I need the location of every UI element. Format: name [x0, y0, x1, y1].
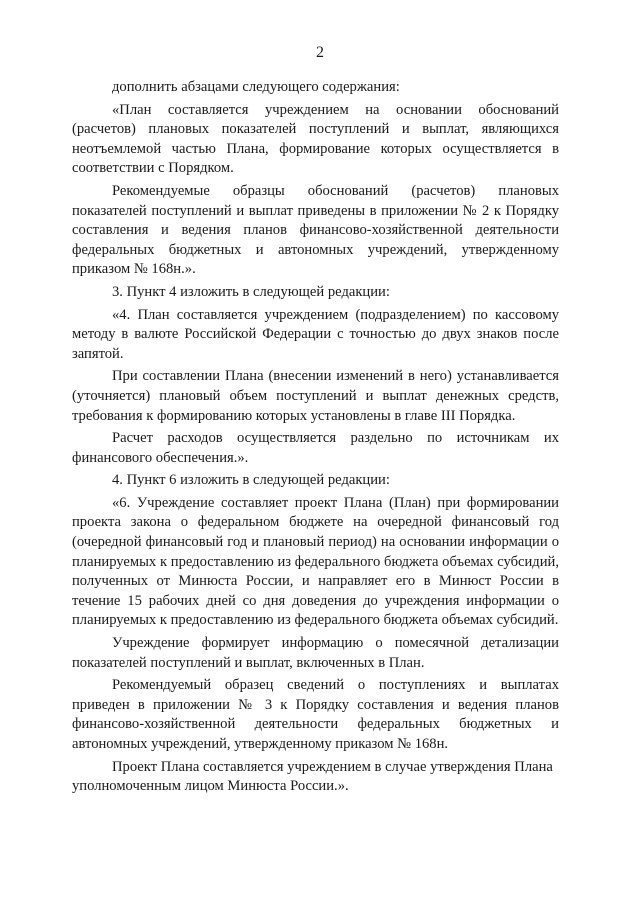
- paragraph: Расчет расходов осуществляется раздельно по источникам их финансового обеспечения.».: [72, 430, 559, 466]
- paragraph: При составлении Плана (внесении изменений в него) устанавливается (уточняется) плановый объем поступлений и выплат денежных средств, требования к формированию которых установлены в главе III Порядка.: [72, 368, 559, 424]
- paragraph: Учреждение формирует информацию о помесячной детализации показателей поступлений и выплат, включенных в План.: [72, 635, 559, 671]
- paragraph: «4. План составляется учреждением (подразделением) по кассовому методу в валюте Российской Федерации с точностью до двух знаков после запятой.: [72, 306, 559, 362]
- paragraph: 4. Пункт 6 изложить в следующей редакции:: [112, 472, 390, 489]
- paragraph: 3. Пункт 4 изложить в следующей редакции:: [112, 283, 390, 300]
- paragraph: «План составляется учреждением на основании обоснований (расчетов) плановых показателей поступлений и выплат, являющихся неотъемлемой частью Плана, формирование которых осуществляется в соответствии с Порядком.: [72, 101, 559, 177]
- paragraph: дополнить абзацами следующего содержания:: [112, 79, 400, 95]
- page-number: 2: [316, 44, 324, 61]
- paragraph: «6. Учреждение составляет проект Плана (План) при формировании проекта закона о федеральном бюджете на очередной финансовый год (очередной финансовый год и плановый период) на основании информации о планируемых к предоставлению из федерального бюджета объемах субсидий, полученных от Минюста России, и направляет его в Минюст России в течение 15 рабочих дней со дня доведения до учреждения информации о планируемых к предоставлению из федерального бюджета объемах субсидий.: [72, 494, 559, 629]
- paragraph: Рекомендуемый образец сведений о поступлениях и выплатах приведен в приложении № 3 к Порядку составления и ведения планов финансово-хозяйственной деятельности федеральных бюджетных и автономных учреждений, утвержденному приказом № 168н.: [72, 677, 559, 752]
- paragraph: Рекомендуемые образцы обоснований (расчетов) плановых показателей поступлений и выплат приведены в приложении № 2 к Порядку составления и ведения планов финансово-хозяйственной деятельности федеральных бюджетных и автономных учреждений, утвержденному приказом № 168н.».: [72, 182, 559, 278]
- document-body: [72, 78, 559, 800]
- paragraph: Проект Плана составляется учреждением в случае утверждения Плана уполномоченным лицом Минюста России.».: [72, 758, 553, 795]
